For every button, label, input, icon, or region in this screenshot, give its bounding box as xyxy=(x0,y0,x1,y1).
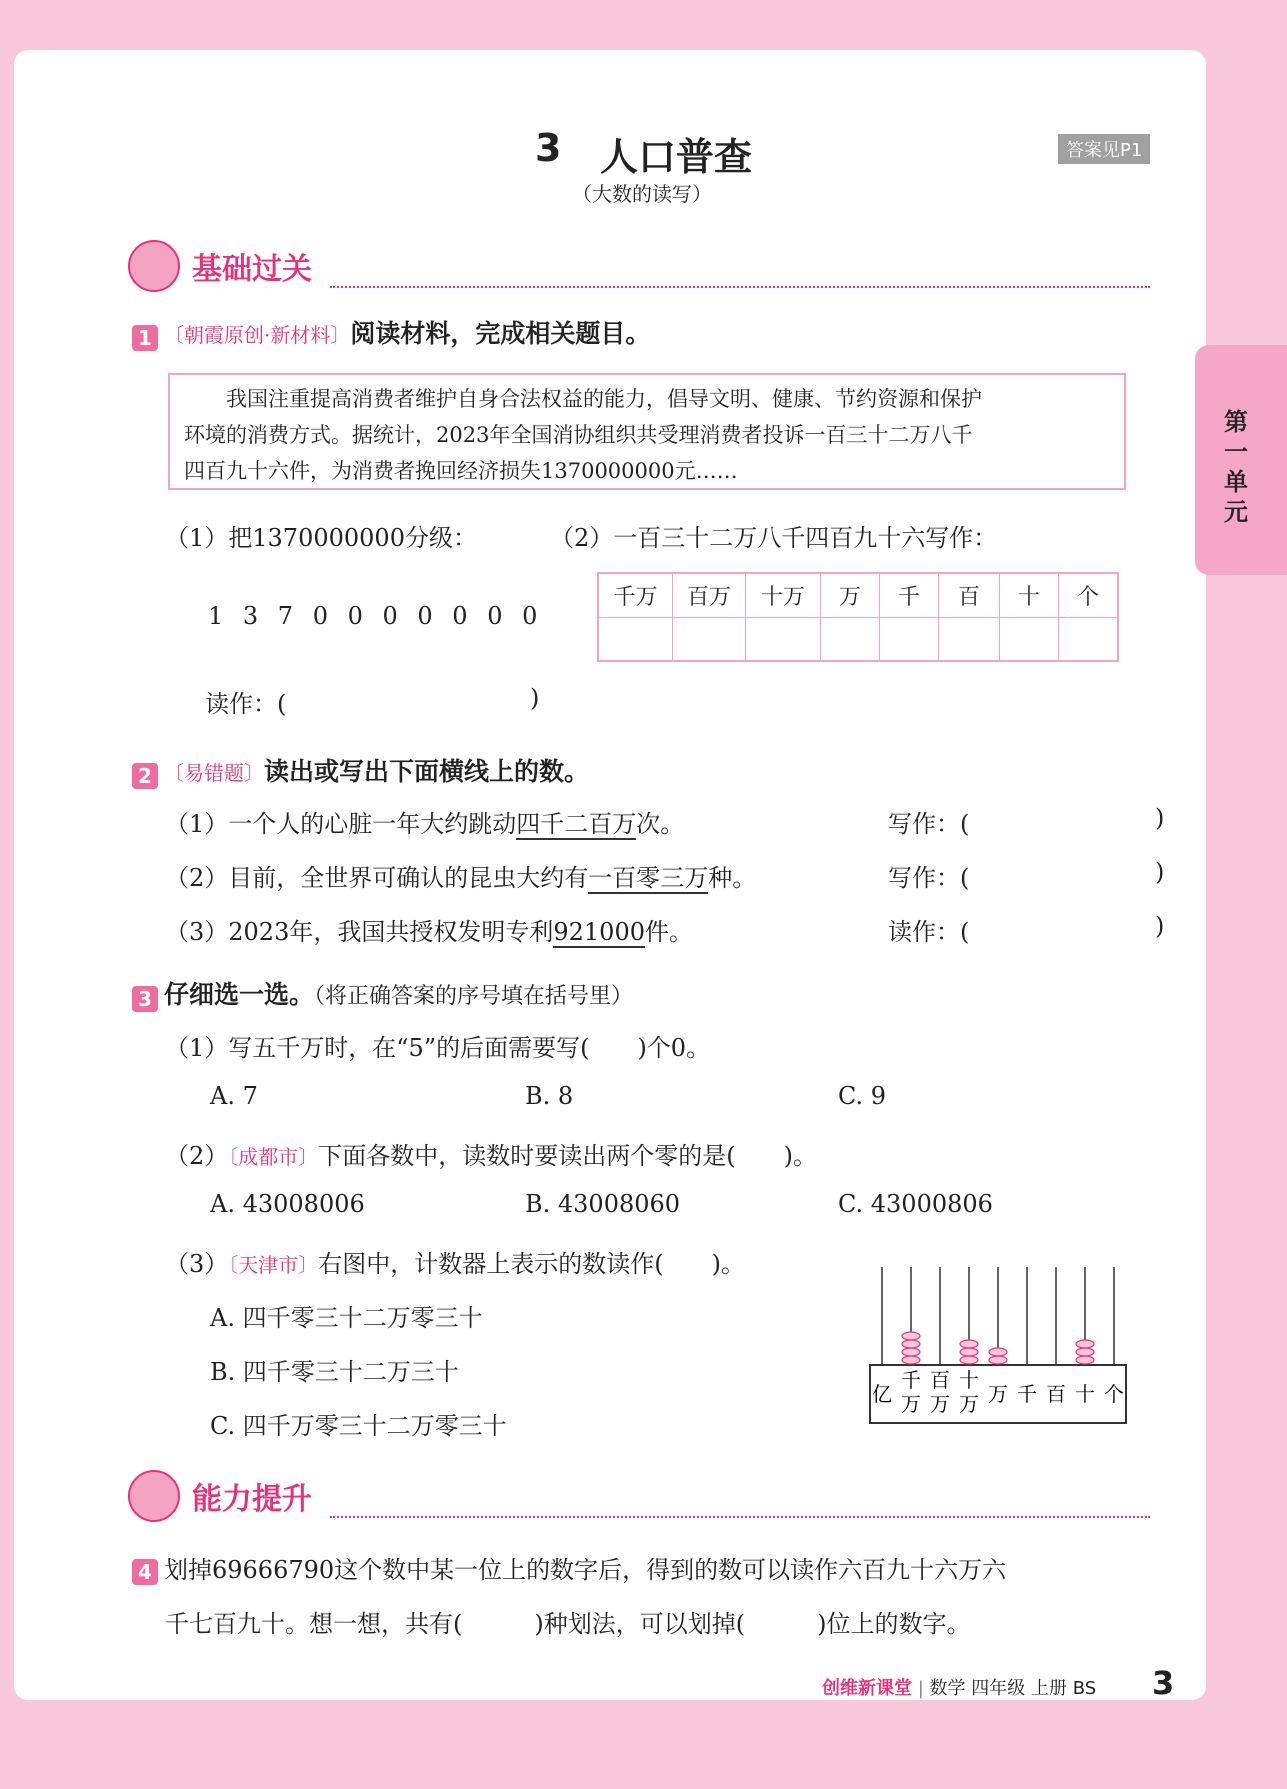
abacus-place-label: 百 xyxy=(930,1368,950,1392)
abacus-bead xyxy=(960,1348,978,1356)
place-answer-cell[interactable] xyxy=(939,617,1000,661)
question-2-heading xyxy=(132,752,589,789)
page-number: 3 xyxy=(1152,1664,1175,1702)
abacus-bead xyxy=(960,1356,978,1364)
question-1-part-1: （1）把1370000000分级： xyxy=(165,524,477,552)
question-text: 划掉69666790这个数中某一位上的数字后，得到的数可以读作六百九十六万六 xyxy=(164,1556,1007,1584)
item-text: 次。 xyxy=(636,810,685,838)
answer-close: ) xyxy=(1155,804,1165,832)
question-2-item xyxy=(165,804,684,839)
option-a[interactable]: A. 四千零三十二万零三十 xyxy=(210,1304,483,1332)
abacus-place-label: 百 xyxy=(1046,1382,1066,1406)
lesson-title: 人口普查 xyxy=(600,135,753,179)
abacus-place-label: 万 xyxy=(959,1392,979,1416)
abacus-bead xyxy=(902,1340,920,1348)
read-close: ) xyxy=(530,684,540,712)
place-value-table xyxy=(597,572,1119,662)
answer-blank[interactable] xyxy=(975,858,1155,888)
question-3-sub-1: （1）写五千万时，在“5”的后面需要写( )个0。 xyxy=(165,1034,711,1062)
footer-volume: 上册 xyxy=(1031,1678,1068,1699)
abacus-place-label: 万 xyxy=(930,1392,950,1416)
place-header: 十 xyxy=(1000,573,1059,617)
lesson-number: 3 xyxy=(535,126,562,170)
abacus-bead xyxy=(1076,1340,1094,1348)
item-text: 种。 xyxy=(708,864,757,892)
abacus-counter-diagram xyxy=(868,1265,1128,1425)
item-text: （3）2023年，我国共授权发明专利 xyxy=(165,918,554,946)
question-number: 3 xyxy=(132,986,158,1012)
question-3-sub-2 xyxy=(165,1136,817,1171)
answer-label: 读作：( xyxy=(888,918,970,946)
place-answer-cell[interactable] xyxy=(1059,617,1119,661)
abacus-bead xyxy=(902,1332,920,1340)
question-2-item xyxy=(165,912,693,947)
section-divider xyxy=(330,1516,1150,1518)
option-b[interactable]: B. 43008060 xyxy=(525,1190,681,1218)
footer-edition: BS xyxy=(1072,1678,1097,1699)
underlined-number: 四千二百万 xyxy=(516,810,637,838)
answer-blank[interactable] xyxy=(975,804,1155,834)
footer-subject: 数学 xyxy=(929,1678,966,1699)
sub-text: 下面各数中，读数时要读出两个零的是( )。 xyxy=(318,1142,818,1170)
place-header: 个 xyxy=(1059,573,1119,617)
read-answer-blank[interactable] xyxy=(290,684,520,714)
abacus-bead xyxy=(989,1356,1007,1364)
abacus-bead xyxy=(1076,1356,1094,1364)
option-a[interactable]: A. 43008006 xyxy=(210,1190,365,1218)
section-avatar-icon xyxy=(128,240,180,292)
question-1-heading xyxy=(132,314,650,351)
question-4 xyxy=(132,1543,1172,1651)
sub-number: （2） xyxy=(165,1142,229,1170)
abacus-bead xyxy=(902,1348,920,1356)
question-1-part-2: （2）一百三十二万八千四百九十六写作： xyxy=(550,524,998,552)
question-3-sub-3 xyxy=(165,1244,745,1279)
sub-number: （3） xyxy=(165,1250,229,1278)
abacus-place-label: 十 xyxy=(959,1368,979,1392)
unit-side-tab-label: 第一单元 xyxy=(1224,408,1248,526)
material-line: 环境的消费方式。据统计，2023年全国消协组织共受理消费者投诉一百三十二万八千 xyxy=(184,423,973,447)
footer-brand: 创维新课堂 xyxy=(822,1678,912,1699)
option-c[interactable]: C. 43000806 xyxy=(838,1190,993,1218)
place-answer-cell[interactable] xyxy=(746,617,821,661)
answer-label: 写作：( xyxy=(888,864,970,892)
question-3-heading xyxy=(132,975,633,1012)
section-title-basic: 基础过关 xyxy=(192,252,312,287)
place-header: 千万 xyxy=(598,573,673,617)
question-tag: 〔朝霞原创·新材料〕 xyxy=(164,323,351,347)
question-tag: 〔天津市〕 xyxy=(228,1253,319,1277)
question-number: 1 xyxy=(132,325,158,351)
footer-info: 创维新课堂 | 数学 四年级 上册 BS xyxy=(822,1678,1097,1699)
abacus-bead xyxy=(989,1348,1007,1356)
place-answer-cell[interactable] xyxy=(880,617,939,661)
place-answer-cell[interactable] xyxy=(821,617,880,661)
sub-text: 右图中，计数器上表示的数读作( )。 xyxy=(318,1250,746,1278)
abacus-place-label: 万 xyxy=(988,1382,1008,1406)
question-tag: 〔易错题〕 xyxy=(164,761,264,785)
place-header: 十万 xyxy=(746,573,821,617)
question-text: 阅读材料，完成相关题目。 xyxy=(350,319,651,348)
underlined-number: 一百零三万 xyxy=(588,864,709,892)
abacus-bead xyxy=(1076,1348,1094,1356)
question-2-item xyxy=(165,858,756,893)
abacus-place-label: 十 xyxy=(1075,1382,1095,1406)
place-header: 千 xyxy=(880,573,939,617)
item-text: 件。 xyxy=(644,918,693,946)
underlined-number: 921000 xyxy=(553,918,645,946)
item-text: （2）目前，全世界可确认的昆虫大约有 xyxy=(165,864,589,892)
answer-reference-tag: 答案见P1 xyxy=(1058,134,1150,164)
abacus-place-label: 万 xyxy=(901,1392,921,1416)
number-digits: 1 3 7 0 0 0 0 0 0 0 xyxy=(208,602,544,630)
section-title-advanced: 能力提升 xyxy=(192,1482,312,1517)
abacus-place-label: 千 xyxy=(1017,1382,1037,1406)
question-tag: 〔成都市〕 xyxy=(228,1145,319,1169)
footer-grade: 四年级 xyxy=(971,1678,1026,1699)
abacus-place-label: 亿 xyxy=(872,1382,892,1406)
question-text: 千七百九十。想一想，共有( )种划法，可以划掉( )位上的数字。 xyxy=(165,1610,971,1638)
question-number: 4 xyxy=(132,1559,158,1585)
abacus-place-label: 千 xyxy=(901,1368,921,1392)
option-b[interactable]: B. 8 xyxy=(525,1082,574,1110)
answer-blank[interactable] xyxy=(975,912,1155,942)
abacus-bead xyxy=(960,1340,978,1348)
item-text: （1）一个人的心脏一年大约跳动 xyxy=(165,810,517,838)
place-header: 万 xyxy=(821,573,880,617)
reading-material-box xyxy=(168,373,1126,490)
question-note: （将正确答案的序号填在括号里） xyxy=(314,984,634,1009)
lesson-subtitle: （大数的读写） xyxy=(572,182,712,206)
option-a[interactable]: A. 7 xyxy=(210,1082,258,1110)
option-b[interactable]: B. 四千零三十二万三十 xyxy=(210,1358,459,1386)
question-text: 读出或写出下面横线上的数。 xyxy=(264,757,590,786)
place-header: 百万 xyxy=(673,573,746,617)
answer-close: ) xyxy=(1155,858,1165,886)
place-answer-cell[interactable] xyxy=(673,617,746,661)
answer-close: ) xyxy=(1155,912,1165,940)
section-divider xyxy=(330,286,1150,288)
abacus-place-label: 个 xyxy=(1104,1382,1124,1406)
question-number: 2 xyxy=(132,763,158,789)
abacus-bead xyxy=(902,1356,920,1364)
read-label: 读作：( xyxy=(205,690,287,718)
question-text: 仔细选一选。 xyxy=(164,980,315,1009)
option-c[interactable]: C. 9 xyxy=(838,1082,887,1110)
place-header: 百 xyxy=(939,573,1000,617)
place-answer-cell[interactable] xyxy=(1000,617,1059,661)
material-line: 四百九十六件，为消费者挽回经济损失1370000000元…… xyxy=(184,459,738,483)
section-avatar-icon xyxy=(128,1470,180,1522)
material-line: 我国注重提高消费者维护自身合法权益的能力，倡导文明、健康、节约资源和保护 xyxy=(226,387,982,411)
option-c[interactable]: C. 四千万零三十二万零三十 xyxy=(210,1412,507,1440)
place-answer-cell[interactable] xyxy=(598,617,673,661)
unit-side-tab xyxy=(1195,345,1287,575)
answer-label: 写作：( xyxy=(888,810,970,838)
